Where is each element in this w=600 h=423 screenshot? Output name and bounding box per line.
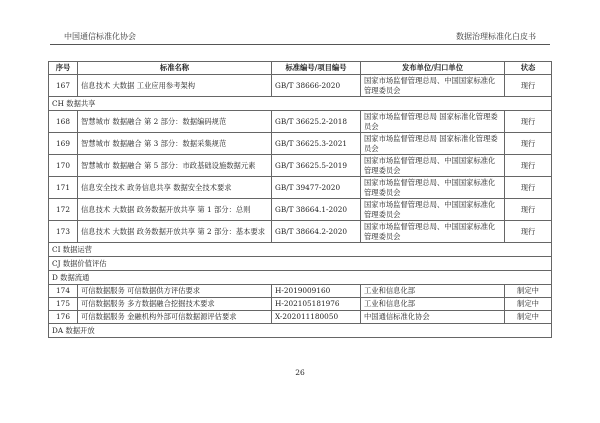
standard-code-cell: X-202011180050	[272, 311, 361, 324]
column-header-code: 标准编号/项目编号	[272, 62, 361, 75]
standard-code-cell: GB/T 36625.3-2021	[272, 133, 361, 155]
table-row	[49, 75, 552, 97]
table-row	[49, 199, 552, 221]
section-title: CJ 数据价值评估	[49, 257, 552, 271]
status-cell: 现行	[505, 155, 552, 177]
status-cell: 现行	[505, 177, 552, 199]
section-row	[49, 271, 552, 285]
status-cell: 制定中	[505, 285, 552, 298]
standard-name-cell: 信息技术 大数据 政务数据开放共享 第 1 部分：总则	[78, 199, 272, 221]
row-number-cell: 173	[49, 221, 78, 243]
publisher-cell: 国家市场监督管理总局 国家标准化管理委员会	[361, 111, 505, 133]
row-number-cell: 169	[49, 133, 78, 155]
standard-name-cell: 智慧城市 数据融合 第 5 部分：市政基础设施数据元素	[78, 155, 272, 177]
column-header-name: 标准名称	[78, 62, 272, 75]
row-number-cell: 171	[49, 177, 78, 199]
header-org-name: 中国通信标准化协会	[64, 32, 136, 41]
row-number-cell: 176	[49, 311, 78, 324]
column-header-number: 序号	[49, 62, 78, 75]
table-row	[49, 311, 552, 324]
standard-code-cell: GB/T 36625.2-2018	[272, 111, 361, 133]
section-title: CI 数据运营	[49, 243, 552, 257]
table-body	[49, 75, 552, 338]
table-row	[49, 155, 552, 177]
publisher-cell: 中国通信标准化协会	[361, 311, 505, 324]
page-number: 26	[295, 368, 305, 377]
table-row	[49, 111, 552, 133]
status-cell: 现行	[505, 111, 552, 133]
standard-code-cell: GB/T 38666-2020	[272, 75, 361, 97]
standard-name-cell: 可信数据服务 金融机构外部可信数据源评估要求	[78, 311, 272, 324]
table-row	[49, 133, 552, 155]
table-row	[49, 177, 552, 199]
row-number-cell: 174	[49, 285, 78, 298]
table-row	[49, 221, 552, 243]
standard-name-cell: 可信数据服务 多方数据融合挖掘技术要求	[78, 298, 272, 311]
section-row	[49, 324, 552, 338]
table-row	[49, 298, 552, 311]
section-row	[49, 243, 552, 257]
standard-code-cell: H-2019009160	[272, 285, 361, 298]
standard-code-cell: H-202105181976	[272, 298, 361, 311]
section-title: DA 数据开放	[49, 324, 552, 338]
standard-name-cell: 智慧城市 数据融合 第 3 部分：数据采集规范	[78, 133, 272, 155]
standard-name-cell: 信息技术 大数据 政务数据开放共享 第 2 部分：基本要求	[78, 221, 272, 243]
section-title: D 数据流通	[49, 271, 552, 285]
status-cell: 现行	[505, 133, 552, 155]
column-header-status: 状态	[505, 62, 552, 75]
status-cell: 现行	[505, 199, 552, 221]
status-cell: 制定中	[505, 311, 552, 324]
standard-code-cell: GB/T 36625.5-2019	[272, 155, 361, 177]
column-header-org: 发布单位/归口单位	[361, 62, 505, 75]
standard-code-cell: GB/T 39477-2020	[272, 177, 361, 199]
publisher-cell: 国家市场监督管理总局、中国国家标准化管理委员会	[361, 199, 505, 221]
publisher-cell: 工业和信息化部	[361, 298, 505, 311]
header-doc-title: 数据治理标准化白皮书	[456, 32, 536, 41]
publisher-cell: 国家市场监督管理总局、中国国家标准化管理委员会	[361, 177, 505, 199]
standard-name-cell: 智慧城市 数据融合 第 2 部分：数据编码规范	[78, 111, 272, 133]
publisher-cell: 国家市场监督管理总局、中国国家标准化管理委员会	[361, 75, 505, 97]
publisher-cell: 国家市场监督管理总局、中国国家标准化管理委员会	[361, 155, 505, 177]
table-header-row	[49, 62, 552, 75]
publisher-cell: 工业和信息化部	[361, 285, 505, 298]
row-number-cell: 172	[49, 199, 78, 221]
status-cell: 现行	[505, 221, 552, 243]
publisher-cell: 国家市场监督管理总局、中国国家标准化管理委员会	[361, 221, 505, 243]
standards-table	[48, 61, 552, 338]
row-number-cell: 175	[49, 298, 78, 311]
standard-code-cell: GB/T 38664.1-2020	[272, 199, 361, 221]
standard-name-cell: 可信数据服务 可信数据供方评估要求	[78, 285, 272, 298]
status-cell: 现行	[505, 75, 552, 97]
row-number-cell: 168	[49, 111, 78, 133]
row-number-cell: 170	[49, 155, 78, 177]
section-row	[49, 97, 552, 111]
section-row	[49, 257, 552, 271]
table-row	[49, 285, 552, 298]
standard-name-cell: 信息技术 大数据 工业应用参考架构	[78, 75, 272, 97]
header-divider	[50, 44, 550, 45]
publisher-cell: 国家市场监督管理总局 国家标准化管理委员会	[361, 133, 505, 155]
status-cell: 制定中	[505, 298, 552, 311]
section-title: CH 数据共享	[49, 97, 552, 111]
standard-code-cell: GB/T 38664.2-2020	[272, 221, 361, 243]
row-number-cell: 167	[49, 75, 78, 97]
standard-name-cell: 信息安全技术 政务信息共享 数据安全技术要求	[78, 177, 272, 199]
